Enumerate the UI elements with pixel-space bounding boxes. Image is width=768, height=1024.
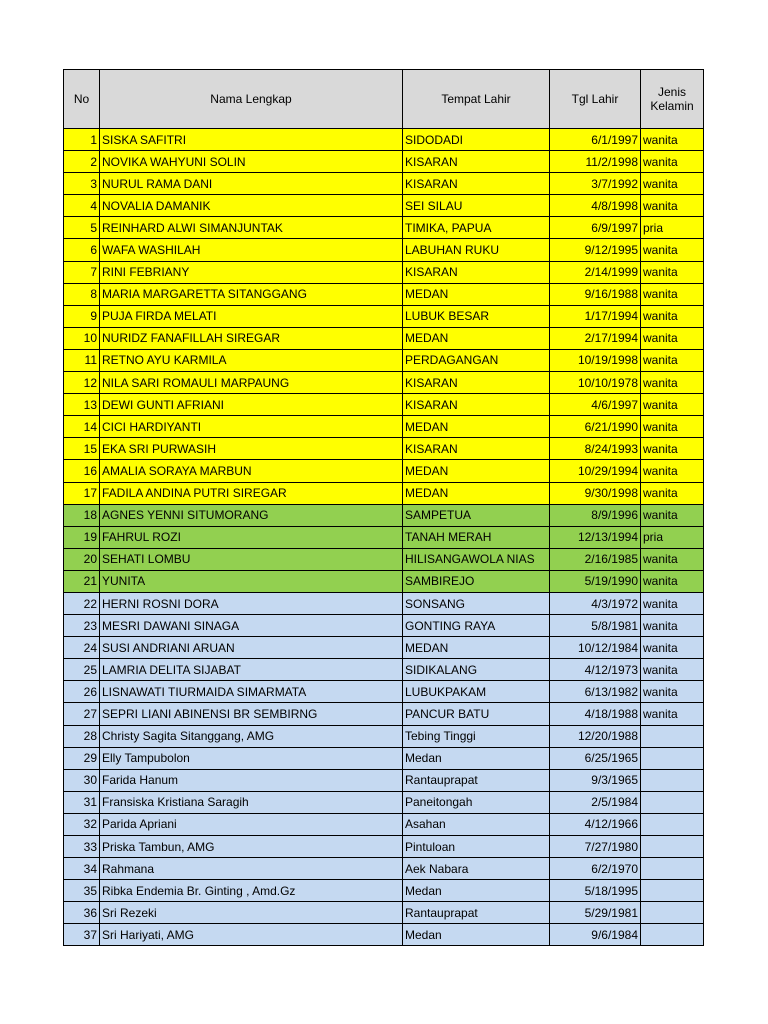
cell-tgl-lahir[interactable]: 9/6/1984 [550, 924, 641, 946]
cell-tempat-lahir[interactable]: SAMBIREJO [403, 570, 550, 592]
cell-tempat-lahir[interactable]: Medan [403, 880, 550, 902]
table-row [64, 747, 704, 769]
cell-tgl-lahir[interactable]: 12/13/1994 [550, 526, 641, 548]
cell-no[interactable]: 7 [64, 261, 100, 283]
cell-tgl-lahir[interactable]: 6/13/1982 [550, 681, 641, 703]
cell-no[interactable]: 31 [64, 791, 100, 813]
cell-tgl-lahir[interactable]: 9/3/1965 [550, 769, 641, 791]
cell-jenis-kelamin[interactable] [641, 747, 704, 769]
cell-tempat-lahir[interactable]: Tebing Tinggi [403, 725, 550, 747]
table-row [64, 394, 704, 416]
cell-tgl-lahir[interactable]: 9/12/1995 [550, 239, 641, 261]
cell-jenis-kelamin[interactable]: wanita [641, 659, 704, 681]
cell-jenis-kelamin[interactable]: wanita [641, 438, 704, 460]
cell-tempat-lahir[interactable]: KISARAN [403, 372, 550, 394]
cell-jenis-kelamin[interactable] [641, 880, 704, 902]
cell-nama-lengkap[interactable]: Farida Hanum [100, 769, 403, 791]
cell-nama-lengkap[interactable]: NURUL RAMA DANI [100, 173, 403, 195]
cell-nama-lengkap[interactable]: Sri Rezeki [100, 902, 403, 924]
cell-tgl-lahir[interactable]: 6/9/1997 [550, 217, 641, 239]
cell-tempat-lahir[interactable]: SAMPETUA [403, 504, 550, 526]
cell-nama-lengkap[interactable]: MESRI DAWANI SINAGA [100, 615, 403, 637]
cell-tgl-lahir[interactable]: 2/16/1985 [550, 548, 641, 570]
cell-tempat-lahir[interactable]: Rantauprapat [403, 902, 550, 924]
cell-no[interactable]: 19 [64, 526, 100, 548]
cell-tgl-lahir[interactable]: 12/20/1988 [550, 725, 641, 747]
table-row [64, 372, 704, 394]
cell-tgl-lahir[interactable]: 7/27/1980 [550, 836, 641, 858]
cell-no[interactable]: 9 [64, 305, 100, 327]
cell-no[interactable]: 11 [64, 349, 100, 371]
header-no[interactable]: No [64, 70, 100, 129]
cell-nama-lengkap[interactable]: Parida Apriani [100, 813, 403, 835]
cell-tempat-lahir[interactable]: Asahan [403, 813, 550, 835]
cell-tempat-lahir[interactable]: Aek Nabara [403, 858, 550, 880]
cell-no[interactable]: 35 [64, 880, 100, 902]
cell-no[interactable]: 32 [64, 813, 100, 835]
cell-tempat-lahir[interactable]: MEDAN [403, 482, 550, 504]
cell-jenis-kelamin[interactable]: wanita [641, 195, 704, 217]
cell-no[interactable]: 36 [64, 902, 100, 924]
cell-tempat-lahir[interactable]: HILISANGAWOLA NIAS [403, 548, 550, 570]
cell-jenis-kelamin[interactable] [641, 813, 704, 835]
table-row [64, 703, 704, 725]
header-jenis-kelamin[interactable]: Jenis Kelamin [641, 70, 704, 129]
cell-tgl-lahir[interactable]: 5/18/1995 [550, 880, 641, 902]
cell-no[interactable]: 17 [64, 482, 100, 504]
table-row [64, 526, 704, 548]
cell-tgl-lahir[interactable]: 1/17/1994 [550, 305, 641, 327]
table-row [64, 416, 704, 438]
table-row [64, 592, 704, 614]
table-row [64, 327, 704, 349]
cell-tgl-lahir[interactable]: 9/16/1988 [550, 283, 641, 305]
cell-nama-lengkap[interactable]: NOVIKA WAHYUNI SOLIN [100, 151, 403, 173]
cell-no[interactable]: 4 [64, 195, 100, 217]
header-row [64, 70, 704, 129]
cell-tempat-lahir[interactable]: Pintuloan [403, 836, 550, 858]
table-row [64, 813, 704, 835]
cell-tempat-lahir[interactable]: KISARAN [403, 173, 550, 195]
cell-nama-lengkap[interactable]: MARIA MARGARETTA SITANGGANG [100, 283, 403, 305]
cell-tempat-lahir[interactable]: Medan [403, 747, 550, 769]
cell-nama-lengkap[interactable]: NOVALIA DAMANIK [100, 195, 403, 217]
cell-jenis-kelamin[interactable]: wanita [641, 394, 704, 416]
cell-tgl-lahir[interactable]: 4/12/1973 [550, 659, 641, 681]
cell-jenis-kelamin[interactable] [641, 924, 704, 946]
cell-tempat-lahir[interactable]: TIMIKA, PAPUA [403, 217, 550, 239]
cell-no[interactable]: 25 [64, 659, 100, 681]
cell-jenis-kelamin[interactable]: wanita [641, 173, 704, 195]
cell-tempat-lahir[interactable]: SIDIKALANG [403, 659, 550, 681]
table-row [64, 460, 704, 482]
cell-tgl-lahir[interactable]: 8/9/1996 [550, 504, 641, 526]
cell-no[interactable]: 21 [64, 570, 100, 592]
table-row [64, 769, 704, 791]
cell-tgl-lahir[interactable]: 6/21/1990 [550, 416, 641, 438]
cell-jenis-kelamin[interactable]: wanita [641, 460, 704, 482]
cell-tempat-lahir[interactable]: SIDODADI [403, 129, 550, 151]
cell-jenis-kelamin[interactable]: wanita [641, 349, 704, 371]
cell-nama-lengkap[interactable]: FADILA ANDINA PUTRI SIREGAR [100, 482, 403, 504]
table-row [64, 438, 704, 460]
cell-no[interactable]: 27 [64, 703, 100, 725]
cell-nama-lengkap[interactable]: HERNI ROSNI DORA [100, 592, 403, 614]
cell-no[interactable]: 22 [64, 592, 100, 614]
cell-tgl-lahir[interactable]: 4/18/1988 [550, 703, 641, 725]
cell-nama-lengkap[interactable]: LAMRIA DELITA SIJABAT [100, 659, 403, 681]
cell-jenis-kelamin[interactable] [641, 858, 704, 880]
cell-tgl-lahir[interactable]: 6/2/1970 [550, 858, 641, 880]
cell-tempat-lahir[interactable]: GONTING RAYA [403, 615, 550, 637]
table-row [64, 504, 704, 526]
table-header [64, 70, 704, 129]
cell-nama-lengkap[interactable]: RINI FEBRIANY [100, 261, 403, 283]
cell-jenis-kelamin[interactable]: wanita [641, 129, 704, 151]
cell-no[interactable]: 14 [64, 416, 100, 438]
cell-jenis-kelamin[interactable]: wanita [641, 372, 704, 394]
cell-tempat-lahir[interactable]: MEDAN [403, 283, 550, 305]
cell-no[interactable]: 3 [64, 173, 100, 195]
cell-tempat-lahir[interactable]: Rantauprapat [403, 769, 550, 791]
cell-jenis-kelamin[interactable]: wanita [641, 615, 704, 637]
cell-no[interactable]: 23 [64, 615, 100, 637]
cell-tempat-lahir[interactable]: LUBUKPAKAM [403, 681, 550, 703]
cell-no[interactable]: 10 [64, 327, 100, 349]
cell-tempat-lahir[interactable]: MEDAN [403, 637, 550, 659]
cell-jenis-kelamin[interactable]: wanita [641, 637, 704, 659]
cell-tgl-lahir[interactable]: 9/30/1998 [550, 482, 641, 504]
cell-tempat-lahir[interactable]: KISARAN [403, 438, 550, 460]
cell-no[interactable]: 15 [64, 438, 100, 460]
cell-nama-lengkap[interactable]: Christy Sagita Sitanggang, AMG [100, 725, 403, 747]
cell-tgl-lahir[interactable]: 5/19/1990 [550, 570, 641, 592]
cell-nama-lengkap[interactable]: FAHRUL ROZI [100, 526, 403, 548]
cell-tempat-lahir[interactable]: PERDAGANGAN [403, 349, 550, 371]
participant-table [63, 69, 704, 946]
table-row [64, 217, 704, 239]
cell-nama-lengkap[interactable]: AMALIA SORAYA MARBUN [100, 460, 403, 482]
cell-jenis-kelamin[interactable]: wanita [641, 416, 704, 438]
cell-nama-lengkap[interactable]: SEHATI LOMBU [100, 548, 403, 570]
cell-nama-lengkap[interactable]: PUJA FIRDA MELATI [100, 305, 403, 327]
cell-tempat-lahir[interactable]: MEDAN [403, 460, 550, 482]
cell-nama-lengkap[interactable]: DEWI GUNTI AFRIANI [100, 394, 403, 416]
cell-jenis-kelamin[interactable]: wanita [641, 151, 704, 173]
cell-tempat-lahir[interactable]: MEDAN [403, 327, 550, 349]
cell-no[interactable]: 24 [64, 637, 100, 659]
cell-jenis-kelamin[interactable]: wanita [641, 703, 704, 725]
cell-no[interactable]: 37 [64, 924, 100, 946]
cell-no[interactable]: 26 [64, 681, 100, 703]
cell-tgl-lahir[interactable]: 4/8/1998 [550, 195, 641, 217]
cell-tempat-lahir[interactable]: KISARAN [403, 261, 550, 283]
cell-no[interactable]: 34 [64, 858, 100, 880]
cell-jenis-kelamin[interactable]: wanita [641, 283, 704, 305]
cell-nama-lengkap[interactable]: SUSI ANDRIANI ARUAN [100, 637, 403, 659]
cell-nama-lengkap[interactable]: EKA SRI PURWASIH [100, 438, 403, 460]
table-row [64, 349, 704, 371]
table-row [64, 880, 704, 902]
cell-nama-lengkap[interactable]: AGNES YENNI SITUMORANG [100, 504, 403, 526]
cell-tgl-lahir[interactable]: 3/7/1992 [550, 173, 641, 195]
table-row [64, 482, 704, 504]
cell-tempat-lahir[interactable]: PANCUR BATU [403, 703, 550, 725]
cell-tgl-lahir[interactable]: 10/10/1978 [550, 372, 641, 394]
table-row [64, 570, 704, 592]
table-row [64, 659, 704, 681]
cell-tgl-lahir[interactable]: 4/3/1972 [550, 592, 641, 614]
cell-nama-lengkap[interactable]: Ribka Endemia Br. Ginting , Amd.Gz [100, 880, 403, 902]
table-row [64, 924, 704, 946]
cell-nama-lengkap[interactable]: SISKA SAFITRI [100, 129, 403, 151]
header-tgl-lahir[interactable]: Tgl Lahir [550, 70, 641, 129]
table-row [64, 283, 704, 305]
cell-no[interactable]: 6 [64, 239, 100, 261]
cell-jenis-kelamin[interactable]: wanita [641, 592, 704, 614]
table-row [64, 615, 704, 637]
cell-nama-lengkap[interactable]: WAFA WASHILAH [100, 239, 403, 261]
cell-tgl-lahir[interactable]: 4/12/1966 [550, 813, 641, 835]
cell-tempat-lahir[interactable]: LUBUK BESAR [403, 305, 550, 327]
table-row [64, 637, 704, 659]
cell-nama-lengkap[interactable]: NILA SARI ROMAULI MARPAUNG [100, 372, 403, 394]
cell-tempat-lahir[interactable]: TANAH MERAH [403, 526, 550, 548]
cell-tgl-lahir[interactable]: 2/14/1999 [550, 261, 641, 283]
cell-nama-lengkap[interactable]: Priska Tambun, AMG [100, 836, 403, 858]
cell-tgl-lahir[interactable]: 2/5/1984 [550, 791, 641, 813]
cell-nama-lengkap[interactable]: YUNITA [100, 570, 403, 592]
cell-no[interactable]: 12 [64, 372, 100, 394]
table-row [64, 305, 704, 327]
cell-tempat-lahir[interactable]: SONSANG [403, 592, 550, 614]
cell-jenis-kelamin[interactable]: wanita [641, 548, 704, 570]
cell-no[interactable]: 18 [64, 504, 100, 526]
table-row [64, 261, 704, 283]
table-row [64, 151, 704, 173]
cell-jenis-kelamin[interactable]: wanita [641, 261, 704, 283]
cell-tgl-lahir[interactable]: 10/29/1994 [550, 460, 641, 482]
cell-no[interactable]: 5 [64, 217, 100, 239]
cell-tgl-lahir[interactable]: 8/24/1993 [550, 438, 641, 460]
cell-tgl-lahir[interactable]: 10/19/1998 [550, 349, 641, 371]
cell-tgl-lahir[interactable]: 4/6/1997 [550, 394, 641, 416]
cell-jenis-kelamin[interactable]: pria [641, 217, 704, 239]
cell-tempat-lahir[interactable]: KISARAN [403, 151, 550, 173]
cell-tgl-lahir[interactable]: 6/25/1965 [550, 747, 641, 769]
cell-no[interactable]: 8 [64, 283, 100, 305]
cell-jenis-kelamin[interactable]: wanita [641, 681, 704, 703]
cell-no[interactable]: 1 [64, 129, 100, 151]
table-row [64, 173, 704, 195]
cell-jenis-kelamin[interactable] [641, 725, 704, 747]
cell-tempat-lahir[interactable]: Paneitongah [403, 791, 550, 813]
table-row [64, 858, 704, 880]
cell-nama-lengkap[interactable]: LISNAWATI TIURMAIDA SIMARMATA [100, 681, 403, 703]
cell-no[interactable]: 13 [64, 394, 100, 416]
cell-jenis-kelamin[interactable]: pria [641, 526, 704, 548]
cell-nama-lengkap[interactable]: CICI HARDIYANTI [100, 416, 403, 438]
cell-tgl-lahir[interactable]: 2/17/1994 [550, 327, 641, 349]
cell-jenis-kelamin[interactable]: wanita [641, 504, 704, 526]
cell-nama-lengkap[interactable]: REINHARD ALWI SIMANJUNTAK [100, 217, 403, 239]
table-row [64, 129, 704, 151]
cell-nama-lengkap[interactable]: Fransiska Kristiana Saragih [100, 791, 403, 813]
table-row [64, 902, 704, 924]
table-row [64, 725, 704, 747]
table-row [64, 239, 704, 261]
cell-nama-lengkap[interactable]: Elly Tampubolon [100, 747, 403, 769]
cell-tgl-lahir[interactable]: 10/12/1984 [550, 637, 641, 659]
cell-tempat-lahir[interactable]: MEDAN [403, 416, 550, 438]
cell-no[interactable]: 30 [64, 769, 100, 791]
cell-jenis-kelamin[interactable]: wanita [641, 239, 704, 261]
table-row [64, 791, 704, 813]
cell-tempat-lahir[interactable]: KISARAN [403, 394, 550, 416]
table-row [64, 681, 704, 703]
cell-tgl-lahir[interactable]: 6/1/1997 [550, 129, 641, 151]
cell-tempat-lahir[interactable]: SEI SILAU [403, 195, 550, 217]
cell-nama-lengkap[interactable]: Sri Hariyati, AMG [100, 924, 403, 946]
cell-no[interactable]: 2 [64, 151, 100, 173]
cell-tgl-lahir[interactable]: 5/29/1981 [550, 902, 641, 924]
cell-tgl-lahir[interactable]: 5/8/1981 [550, 615, 641, 637]
cell-no[interactable]: 28 [64, 725, 100, 747]
cell-jenis-kelamin[interactable]: wanita [641, 482, 704, 504]
table-body [64, 129, 704, 946]
table-row [64, 195, 704, 217]
cell-jenis-kelamin[interactable] [641, 769, 704, 791]
cell-nama-lengkap[interactable]: NURIDZ FANAFILLAH SIREGAR [100, 327, 403, 349]
cell-nama-lengkap[interactable]: RETNO AYU KARMILA [100, 349, 403, 371]
cell-nama-lengkap[interactable]: Rahmana [100, 858, 403, 880]
cell-nama-lengkap[interactable]: SEPRI LIANI ABINENSI BR SEMBIRNG [100, 703, 403, 725]
cell-jenis-kelamin[interactable] [641, 836, 704, 858]
cell-tgl-lahir[interactable]: 11/2/1998 [550, 151, 641, 173]
cell-jenis-kelamin[interactable] [641, 791, 704, 813]
cell-jenis-kelamin[interactable] [641, 902, 704, 924]
cell-no[interactable]: 29 [64, 747, 100, 769]
cell-no[interactable]: 33 [64, 836, 100, 858]
table-row [64, 836, 704, 858]
table-row [64, 548, 704, 570]
cell-no[interactable]: 16 [64, 460, 100, 482]
cell-jenis-kelamin[interactable]: wanita [641, 570, 704, 592]
cell-jenis-kelamin[interactable]: wanita [641, 327, 704, 349]
cell-jenis-kelamin[interactable]: wanita [641, 305, 704, 327]
cell-tempat-lahir[interactable]: LABUHAN RUKU [403, 239, 550, 261]
header-tempat-lahir[interactable]: Tempat Lahir [403, 70, 550, 129]
cell-no[interactable]: 20 [64, 548, 100, 570]
cell-tempat-lahir[interactable]: Medan [403, 924, 550, 946]
header-nama-lengkap[interactable]: Nama Lengkap [100, 70, 403, 129]
